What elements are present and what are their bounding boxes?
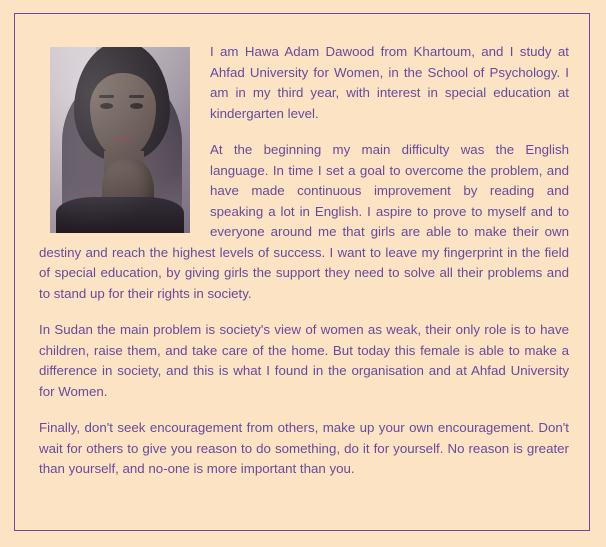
photo-lighting-overlay [50,47,190,233]
testimonial-paragraph-4: Finally, don't seek encouragement from others, make up your own encouragement. Don't wait for others to give you reason to do something, do it for yourself. No reason is greater than yourself, and no-one is more important than you. [39,420,569,476]
testimonial-paragraph-1: I am Hawa Adam Dawood from Khartoum, and I study at Ahfad University for Women, in the School of Psychology. I am in my third year, with interest in special education at kindergarten level. [210,44,569,121]
portrait-photo [50,47,190,233]
testimonial-paragraph-2: At the beginning my main difficulty was the English language. In time I set a goal to overcome the problem, and have made continuous improvement by reading and speaking a lot in English. I aspire to prove to myself and to everyone around me that girls are able to make their own destiny and reach the highest levels of success. I want to leave my fingerprint in the field of special education, by giving girls the support they need to solve all their problems and to stand up for their rights in society. [39,142,569,301]
testimonial-paragraph-3: In Sudan the main problem is society's view of women as weak, their only role is to have children, raise them, and take care of the home. But today this female is able to make a difference in society, and this is what I found in the organisation and at Ahfad University for Women. [39,322,569,399]
testimonial-card [14,13,590,531]
testimonial-content [39,42,569,480]
